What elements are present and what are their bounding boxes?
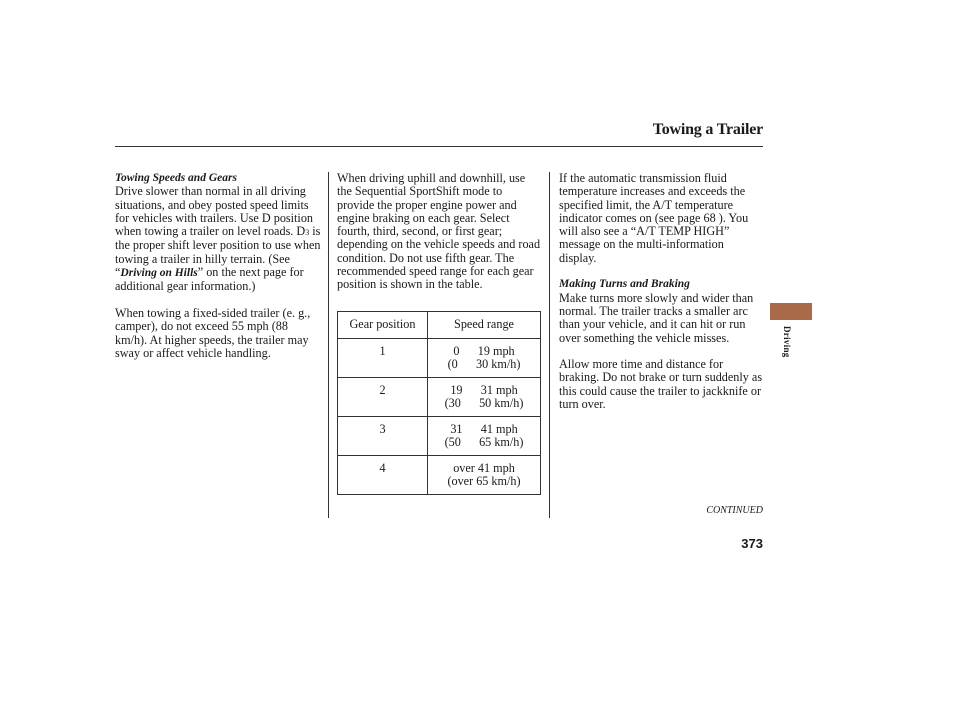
column-1 (115, 172, 323, 360)
paragraph-speeds-part-a: Drive slower than normal in all driving situations, and obey posted speed limits for vehicles with trailers. Use D position when towing a trailer on level roads. D (115, 184, 314, 239)
speed-mph: over 41 mph (453, 461, 515, 475)
table-header-row (338, 312, 541, 339)
header-gear-position: Gear position (338, 312, 428, 339)
section-tab-label: Driving (782, 326, 792, 358)
gear-cell: 3 (338, 417, 428, 456)
section-heading-towing-speeds: Towing Speeds and Gears (115, 172, 237, 184)
d3-subscript: 3 (305, 228, 310, 238)
speed-kmh: (0 30 km/h) (447, 357, 521, 372)
paragraph-braking: Allow more time and distance for braking. Do not brake or turn suddenly as this could cause the trailer to jackknife or turn over. (559, 357, 763, 412)
table-row (338, 339, 541, 378)
driving-on-hills-reference: Driving on Hills (120, 267, 198, 280)
speed-kmh: (30 50 km/h) (444, 396, 524, 411)
speed-kmh: (50 65 km/h) (444, 435, 524, 450)
column-2 (337, 172, 541, 292)
table-row (338, 417, 541, 456)
paragraph-turns: Make turns more slowly and wider than normal. The trailer tracks a smaller arc than your vehicle, and it can hit or run over something the vehicle misses. (559, 290, 754, 345)
header-speed-range: Speed range (428, 312, 541, 339)
section-tab-marker (770, 303, 812, 320)
column-3 (559, 172, 763, 411)
speed-cell (428, 378, 541, 417)
speed-mph: 19 31 mph (450, 383, 518, 397)
paragraph-speeds (115, 185, 323, 293)
paragraph-speeds-part-b: is the proper shift lever position to use when towing a trailer in hilly terrain. (See “ (115, 224, 321, 280)
paragraph-fixed-sided: When towing a fixed-sided trailer (e. g., camper), do not exceed 55 mph (88 km/h). At higher speeds, the trailer may sway or affect vehicle handling. (115, 305, 311, 360)
continued-label: CONTINUED (706, 505, 763, 516)
speed-mph: 31 41 mph (450, 422, 518, 436)
paragraph-transmission-temp: If the automatic transmission fluid temperature increases and exceeds the specified limit, the A/T temperature indicator comes on (see page 68 ). You will also see a “A/T TEMP HIGH” message on the multi-information display. (559, 171, 749, 265)
gear-cell: 2 (338, 378, 428, 417)
paragraph-speeds-part-c: ” on the next page for additional gear information.) (115, 265, 304, 294)
page-title: Towing a Trailer (652, 121, 763, 138)
speed-kmh: (over 65 km/h) (447, 474, 521, 489)
gear-speed-table (337, 311, 541, 495)
section-heading-turns-braking: Making Turns and Braking (559, 278, 690, 291)
title-rule (115, 146, 763, 147)
table-row (338, 378, 541, 417)
speed-cell (428, 456, 541, 495)
table-row (338, 456, 541, 495)
speed-mph: 0 19 mph (453, 344, 515, 358)
speed-cell (428, 339, 541, 378)
page-number: 373 (741, 536, 763, 551)
paragraph-uphill: When driving uphill and downhill, use the Sequential SportShift mode to provide the proper engine power and engine braking on each gear. Select fourth, third, second, or first gear; depending on the vehicle speeds and road condition. Do not use fifth gear. The recommended speed range for each gear position is shown in the table. (337, 171, 541, 292)
gear-cell: 1 (338, 339, 428, 378)
speed-cell (428, 417, 541, 456)
gear-cell: 4 (338, 456, 428, 495)
column-divider-2 (549, 172, 550, 518)
column-divider-1 (328, 172, 329, 518)
